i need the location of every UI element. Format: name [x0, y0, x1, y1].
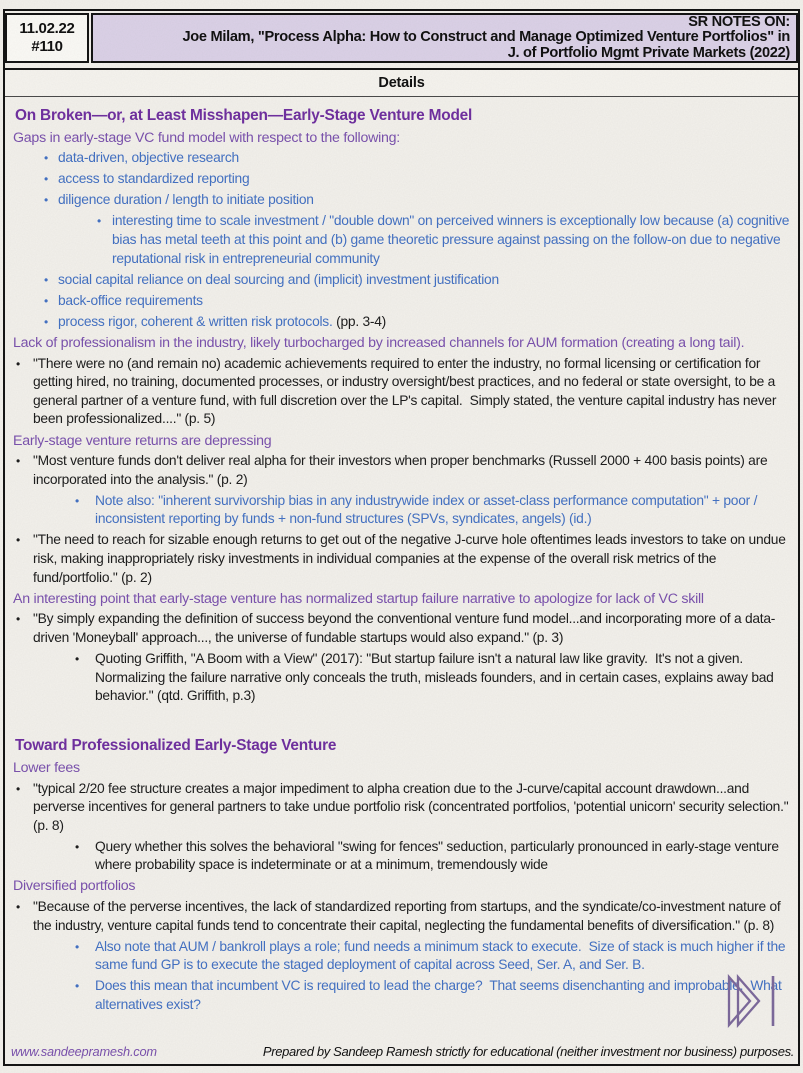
bullet-dot-icon: • — [16, 900, 20, 915]
note-issue-number: #110 — [31, 38, 63, 55]
bullet-dot-icon: • — [44, 293, 48, 308]
section-spacer — [11, 708, 791, 728]
bullet-dot-icon: • — [44, 172, 48, 187]
bullet-text: social capital reliance on deal sourcing and (implicit) investment justification — [58, 271, 499, 287]
section-subheading: Early-stage venture returns are depressing — [13, 432, 272, 449]
notes-label: SR NOTES ON: — [688, 13, 790, 30]
bullet-text: "Most venture funds don't deliver real alpha for their investors when proper benchmarks (Russell 2000 + 400 basis points) are incorporated into the analysis." (p. 2) — [33, 453, 771, 487]
section-heading: On Broken—or, at Least Misshapen—Early-Stage Venture Model — [15, 107, 473, 124]
bullet-dot-icon: • — [16, 454, 20, 469]
bullet-text: "typical 2/20 fee structure creates a major impediment to alpha creation due to the J-curve/capital account drawdown...and perverse incentives for general partners to take undue portfolio risk (concentrated portfolios, 'potential unicorn' security selection." (p. 8) — [33, 780, 792, 833]
bullet-text: process rigor, coherent & written risk protocols. — [58, 313, 333, 329]
bullet-dot-icon: • — [16, 356, 20, 371]
section-subheading: Lower fees — [13, 759, 80, 776]
bullet-dot-icon: • — [75, 979, 79, 994]
page-reference: (pp. 3-4) — [332, 313, 387, 329]
notes-body — [5, 97, 798, 1034]
source-citation-line2: J. of Portfolio Mgmt Private Markets (2022) — [507, 44, 790, 61]
bullet-text: "The need to reach for sizable enough returns to get out of the negative J-curve hole oftentimes leads investors to take on undue risk, making inappropriately risky investments in individual companies at the expense of the overall risk metrics of the fund/portfolio." (p. 2) — [33, 532, 790, 585]
bullet-text: diligence duration / length to initiate position — [58, 192, 314, 208]
bullet-text: back-office requirements — [58, 292, 203, 308]
section-subheading: Lack of professionalism in the industry, likely turbocharged by increased channels for AUM formation (creating a long tail). — [13, 335, 745, 352]
bullet-dot-icon: • — [44, 193, 48, 208]
bullet-item — [11, 191, 791, 210]
bullet-text: "There were no (and remain no) academic achievements required to enter the industry, no formal licensing or certification for getting hired, no training, documented processes, or industry oversight/best practices, and no federal or state oversight, to be a general partner of a venture fund, with full discretion over the LP's capital. Simply stated, the venture capital industry has never been professionalized...." (p. 5) — [33, 355, 780, 427]
bullet-dot-icon: • — [75, 939, 79, 954]
bullet-dot-icon: • — [97, 214, 101, 229]
bullet-item — [11, 838, 791, 875]
bullet-item — [11, 212, 791, 268]
fast-forward-end-icon — [715, 974, 779, 1028]
bullet-item — [11, 452, 791, 489]
bullet-item — [11, 492, 791, 529]
bullet-text: data-driven, objective research — [58, 150, 239, 166]
section-subheading: Diversified portfolios — [13, 878, 136, 895]
bullet-item — [11, 149, 791, 168]
date-issue-box — [5, 13, 89, 63]
bullet-item — [11, 938, 791, 975]
bullet-item — [11, 271, 791, 290]
section-heading: Toward Professionalized Early-Stage Venture — [15, 737, 337, 755]
details-label: Details — [378, 75, 425, 91]
bullet-dot-icon: • — [44, 314, 48, 329]
bullet-text: Quoting Griffith, "A Boom with a View" (2017): "But startup failure isn't a natural law like gravity. It's not a given. Normalizing the failure narrative only conceals the truth, misleads founders, and in certain cases, explains away bad behavior." (qtd. Griffith, p.3) — [95, 651, 778, 704]
bullet-item — [11, 531, 791, 587]
bullet-item — [11, 977, 791, 1014]
disclaimer-text: Prepared by Sandeep Ramesh strictly for educational (neither investment nor business) purposes. — [262, 1044, 794, 1059]
details-section-header — [5, 68, 798, 97]
source-citation-line1: Joe Milam, "Process Alpha: How to Construct and Manage Optimized Venture Portfolios" in — [182, 29, 790, 46]
bullet-dot-icon: • — [16, 533, 20, 548]
note-date: 11.02.22 — [19, 20, 75, 37]
website-link[interactable]: www.sandeepramesh.com — [11, 1044, 157, 1059]
bullet-item — [11, 650, 791, 706]
bullet-dot-icon: • — [44, 151, 48, 166]
bullet-text: interesting time to scale investment / "double down" on perceived winners is exceptionally low because (a) cognitive bias has metal teeth at this point and (b) game theoretic pressure against passing on the follow-on due to negative reputational risk in entrepreneurial community — [112, 213, 793, 266]
bullet-text: Query whether this solves the behavioral "swing for fences" seduction, particularly pronounced in early-stage venture where probability space is indeterminate or at a minimum, tremendously wide — [95, 838, 783, 873]
bullet-dot-icon: • — [75, 652, 79, 667]
bullet-text: "Because of the perverse incentives, the lack of standardized reporting from startups, and the syndicate/co-investment nature of the industry, venture capital funds tend to concentrate their capital, neglecting the fundamental benefits of diversification." (p. 8) — [33, 899, 785, 933]
title-box — [91, 13, 798, 63]
page-border-frame — [3, 9, 800, 1066]
header — [5, 13, 798, 63]
bullet-item — [11, 898, 791, 935]
bullet-dot-icon: • — [44, 272, 48, 287]
bullet-text: Does this mean that incumbent VC is required to lead the charge? That seems disenchanting and improbable. What alternatives exist? — [95, 978, 786, 1013]
bullet-text: Note also: "inherent survivorship bias in any industrywide index or asset-class performance computation" + poor / inconsistent reporting by funds + non-fund structures (SPVs, syndicates, angels) (id.) — [95, 492, 761, 527]
bullet-item — [11, 170, 791, 189]
bullet-dot-icon: • — [16, 612, 20, 627]
bullet-dot-icon: • — [75, 839, 79, 854]
bullet-item — [11, 780, 791, 836]
bullet-dot-icon: • — [16, 781, 20, 796]
bullet-item — [11, 313, 791, 332]
bullet-item — [11, 292, 791, 311]
bullet-item — [11, 610, 791, 647]
section-subheading: Gaps in early-stage VC fund model with respect to the following: — [13, 129, 400, 146]
bullet-dot-icon: • — [75, 493, 79, 508]
bullet-item — [11, 355, 791, 429]
section-subheading: An interesting point that early-stage venture has normalized startup failure narrative to apologize for lack of VC skill — [13, 590, 704, 607]
bullet-text: "By simply expanding the definition of success beyond the conventional venture fund model...and incorporating more of a data-driven 'Moneyball' approach..., the universe of fundable startups would also expand." (p. 3) — [33, 611, 776, 645]
bullet-text: access to standardized reporting — [58, 171, 250, 187]
bullet-text: Also note that AUM / bankroll plays a role; fund needs a minimum stack to execute. Size of stack is much higher if the same fund GP is to execute the staged deployment of capital across Seed, Ser. A, and Ser. B. — [95, 938, 789, 973]
